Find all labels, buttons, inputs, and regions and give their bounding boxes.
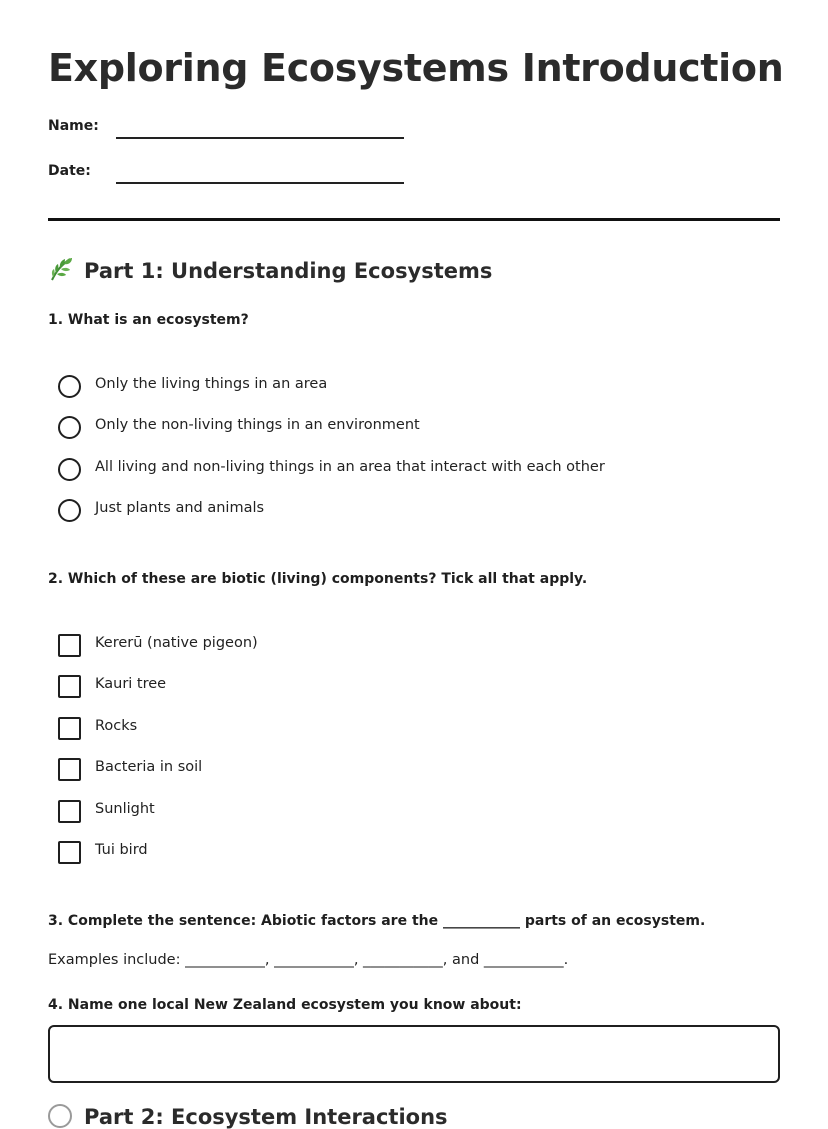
radio-button[interactable]	[58, 499, 81, 522]
leaf-icon	[48, 256, 76, 287]
worksheet-title: Exploring Ecosystems Introduction	[48, 46, 784, 90]
q2-option-2-label: Kauri tree	[95, 676, 167, 692]
name-field[interactable]	[48, 118, 408, 148]
radio-button[interactable]	[58, 375, 81, 398]
q2-option-4-label: Bacteria in soil	[95, 759, 203, 775]
date-label: Date:	[48, 163, 91, 179]
checkbox[interactable]	[58, 758, 81, 781]
header-divider	[48, 218, 780, 221]
part1-heading-text: Part 1: Understanding Ecosystems	[84, 259, 493, 283]
date-line[interactable]	[116, 182, 404, 184]
radio-button[interactable]	[58, 416, 81, 439]
part2-heading	[48, 1104, 448, 1129]
q2-option-1-label: Kererū (native pigeon)	[95, 635, 258, 651]
name-line[interactable]	[116, 137, 404, 139]
q2-option-3-label: Rocks	[95, 718, 138, 734]
q2-option-6-label: Tui bird	[95, 842, 148, 858]
question-2: 2. Which of these are biotic (living) components? Tick all that apply.	[48, 571, 588, 587]
circle-icon	[48, 1104, 72, 1128]
q1-option-4-label: Just plants and animals	[95, 500, 265, 516]
q2-option-5-label: Sunlight	[95, 801, 155, 817]
q4-answer-box[interactable]	[48, 1025, 780, 1083]
part2-heading-text: Part 2: Ecosystem Interactions	[84, 1105, 448, 1129]
question-1: 1. What is an ecosystem?	[48, 312, 249, 328]
checkbox[interactable]	[58, 675, 81, 698]
date-field[interactable]	[48, 163, 408, 193]
q1-option-1-label: Only the living things in an area	[95, 376, 328, 392]
checkbox[interactable]	[58, 800, 81, 823]
radio-button[interactable]	[58, 458, 81, 481]
q1-option-3-label: All living and non-living things in an area that interact with each other	[95, 459, 605, 475]
part1-heading	[48, 256, 492, 287]
q3-examples: Examples include: ___________, ___________, ___________, and ___________.	[48, 952, 569, 968]
checkbox[interactable]	[58, 634, 81, 657]
question-4: 4. Name one local New Zealand ecosystem you know about:	[48, 997, 522, 1013]
name-label: Name:	[48, 118, 99, 134]
q1-option-2-label: Only the non-living things in an environment	[95, 417, 420, 433]
question-3: 3. Complete the sentence: Abiotic factors are the ___________ parts of an ecosystem.	[48, 913, 706, 929]
checkbox[interactable]	[58, 717, 81, 740]
checkbox[interactable]	[58, 841, 81, 864]
